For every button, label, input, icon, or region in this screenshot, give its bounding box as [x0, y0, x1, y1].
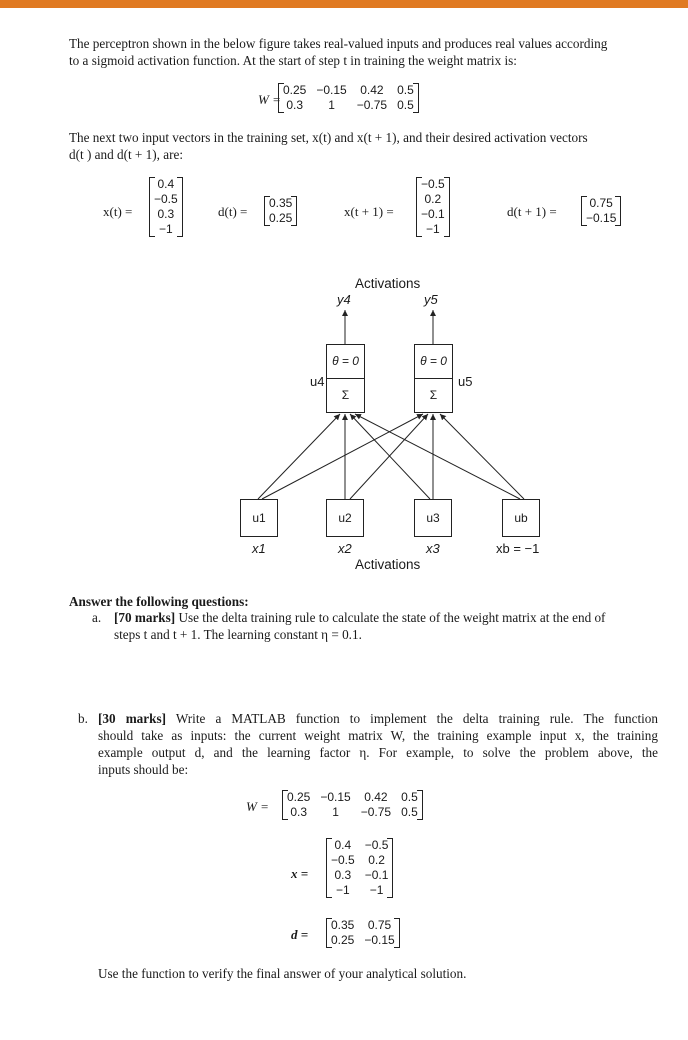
u5-sum: Σ: [429, 388, 438, 402]
weight-cell-1-1: 1: [328, 98, 335, 112]
u4-label: u4: [310, 374, 325, 389]
example-x-cell-1-0: −0.5: [331, 853, 355, 867]
input-unit-u1: u1: [240, 499, 278, 537]
question-a-prefix: a.: [92, 610, 102, 625]
example-d-cell-0-0: 0.35: [331, 918, 355, 932]
u4-sum: Σ: [341, 388, 350, 402]
example-w-label: W =: [246, 799, 269, 814]
vectors-intro-line-1: The next two input vectors in the training set, x(t) and x(t + 1), and their desired activation vectors: [69, 130, 588, 145]
question-a: [114, 609, 664, 643]
output-y5: y5: [424, 292, 438, 307]
example-d-cell-1-1: −0.15: [364, 933, 395, 947]
dt1-label: d(t + 1) =: [507, 204, 557, 219]
example-x-cell-0-0: 0.4: [334, 838, 352, 852]
question-a-text-2: steps t and t + 1. The learning constant η = 0.1.: [114, 627, 362, 642]
example-x-cell-0-1: −0.5: [364, 838, 389, 852]
dt-cell-0-0: 0.35: [269, 196, 293, 210]
question-b-text-4: inputs should be:: [98, 762, 189, 777]
example-d-matrix: [326, 918, 400, 948]
example-w-cell-0-1: −0.15: [320, 790, 351, 804]
example-x-cell-3-0: −1: [336, 883, 350, 897]
weight-cell-0-1: −0.15: [316, 83, 347, 97]
question-b: [98, 710, 658, 778]
question-b-text-1: Write a MATLAB function to implement the delta training rule. The function: [175, 711, 658, 726]
edge-ub-u5: [440, 414, 524, 499]
xt1-cell-3-0: −1: [426, 222, 440, 236]
closing-text: Use the function to verify the final answer of your analytical solution.: [98, 966, 467, 981]
example-w-matrix: [282, 790, 423, 820]
intro-line-1: The perceptron shown in the below figure takes real-valued inputs and produces real values according: [69, 36, 608, 51]
xt-cell-0-0: 0.4: [157, 177, 175, 191]
input-x3: x3: [426, 541, 440, 556]
example-x-cell-1-1: 0.2: [368, 853, 385, 867]
xt-label: x(t) =: [103, 204, 133, 219]
question-b-text-2: should take as inputs: the current weight matrix W, the training example input x, the training: [98, 728, 658, 743]
dt-label: d(t) =: [218, 204, 248, 219]
example-x-matrix: [326, 838, 393, 898]
question-b-text-3: example output d, and the learning factor η. For example, to solve the problem above, the: [98, 745, 658, 760]
input-unit-ub: ub: [502, 499, 540, 537]
dt1-cell-1-0: −0.15: [586, 211, 617, 225]
weight-cell-1-2: −0.75: [356, 98, 388, 112]
input-x1: x1: [252, 541, 266, 556]
xt-cell-2-0: 0.3: [157, 207, 175, 221]
example-w-cell-0-2: 0.42: [364, 790, 388, 804]
question-b-marks: [30 marks]: [98, 711, 166, 726]
u4-threshold: θ = 0: [327, 345, 364, 379]
example-w-cell-1-2: −0.75: [360, 805, 392, 819]
xt1-cell-1-0: 0.2: [424, 192, 442, 206]
u5-label: u5: [458, 374, 473, 389]
example-x-cell-2-1: −0.1: [364, 868, 389, 882]
weight-cell-0-0: 0.25: [283, 83, 307, 97]
dt-cell-1-0: 0.25: [269, 211, 293, 225]
xt1-cell-0-0: −0.5: [421, 177, 445, 191]
input-unit-u2: u2: [326, 499, 364, 537]
example-x-cell-2-0: 0.3: [334, 868, 352, 882]
example-w-cell-1-1: 1: [332, 805, 339, 819]
weight-cell-1-3: 0.5: [397, 98, 414, 112]
weight-cell-1-0: 0.3: [286, 98, 304, 112]
example-x-cell-3-1: −1: [369, 883, 384, 897]
unit-u5: [414, 344, 453, 413]
activations-bottom-label: Activations: [355, 557, 421, 572]
edge-u1-u4: [258, 414, 340, 499]
edge-u1-u5: [262, 414, 423, 499]
weight-cell-0-3: 0.5: [397, 83, 414, 97]
input-unit-u3: u3: [414, 499, 452, 537]
xt-cell-1-0: −0.5: [154, 192, 178, 206]
output-y4: y4: [337, 292, 351, 307]
question-a-text-1: Use the delta training rule to calculate the state of the weight matrix at the end of: [178, 610, 606, 625]
dt1-cell-0-0: 0.75: [589, 196, 613, 210]
example-w-cell-1-3: 0.5: [401, 805, 418, 819]
weight-cell-0-2: 0.42: [360, 83, 384, 97]
example-w-cell-0-3: 0.5: [401, 790, 418, 804]
u5-threshold: θ = 0: [415, 345, 452, 379]
question-a-marks: [70 marks]: [114, 610, 176, 625]
questions-heading: Answer the following questions:: [69, 594, 249, 609]
activations-top-label: Activations: [355, 276, 421, 291]
edge-ub-u4: [355, 414, 520, 499]
question-b-prefix: b.: [78, 711, 88, 726]
example-w-cell-1-0: 0.3: [290, 805, 308, 819]
example-x-label: x =: [291, 866, 309, 881]
input-xb: xb = −1: [496, 541, 540, 556]
example-w-cell-0-0: 0.25: [287, 790, 311, 804]
vectors-intro-line-2: d(t ) and d(t + 1), are:: [69, 147, 183, 162]
example-d-label: d =: [291, 927, 309, 942]
unit-u4: [326, 344, 365, 413]
input-x2: x2: [338, 541, 352, 556]
intro-line-2: to a sigmoid activation function. At the start of step t in training the weight matrix is:: [69, 53, 517, 68]
example-d-cell-1-0: 0.25: [331, 933, 355, 947]
xt1-label: x(t + 1) =: [344, 204, 394, 219]
weight-matrix-label: W =: [258, 92, 281, 107]
xt-cell-3-0: −1: [159, 222, 173, 236]
xt1-cell-2-0: −0.1: [421, 207, 445, 221]
example-d-cell-0-1: 0.75: [367, 918, 392, 932]
